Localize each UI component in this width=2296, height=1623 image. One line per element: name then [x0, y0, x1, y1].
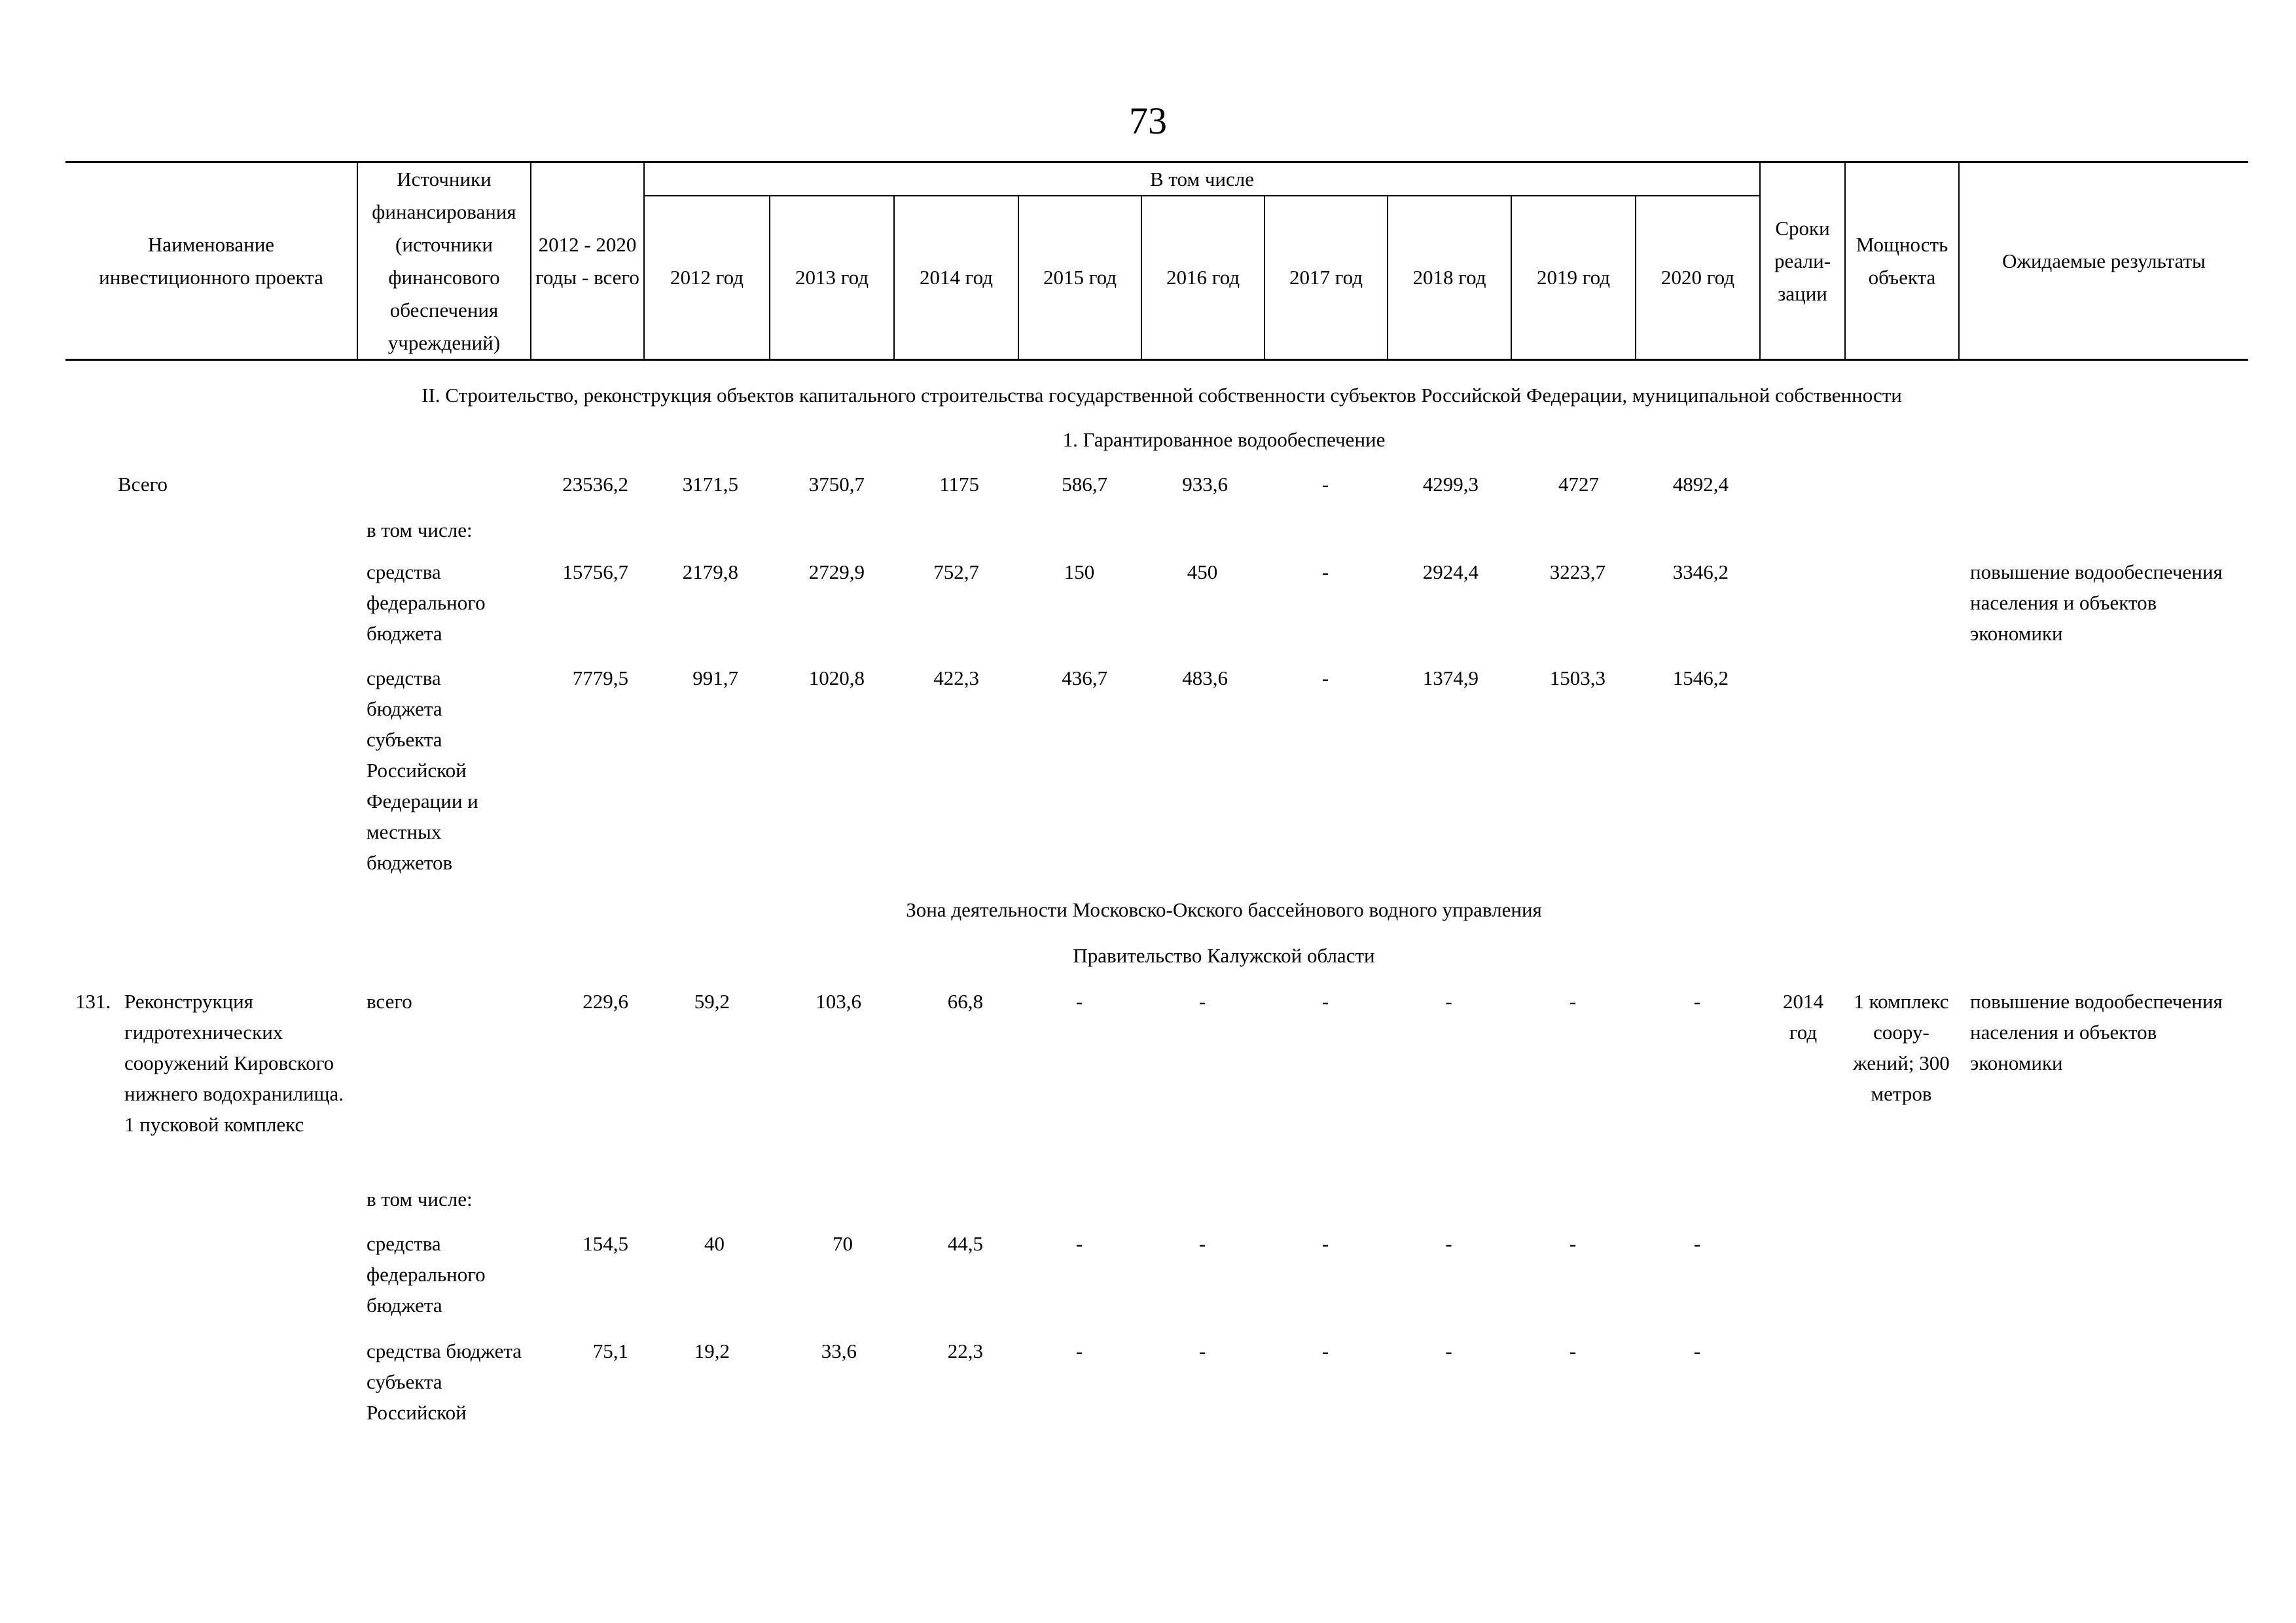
table-cell: 40 — [704, 1232, 725, 1255]
term-value: 2014 год — [1783, 990, 1823, 1044]
page-number: 73 — [1129, 100, 1167, 142]
table-cell: 3346,2 — [1672, 560, 1729, 583]
source-label: средства бюджета субъекта Российской — [367, 1340, 522, 1424]
table-cell: - — [1075, 990, 1083, 1013]
government-title: Правительство Калужской области — [1073, 944, 1375, 967]
header-year: 2014 год — [919, 266, 994, 289]
table-cell: 44,5 — [947, 1232, 983, 1255]
table-cell: - — [1693, 990, 1701, 1013]
table-cell: - — [1321, 990, 1329, 1013]
header-sources: Источники финансирования (источники финансового обеспечения учреждений) — [372, 167, 516, 354]
header-year: 2013 год — [795, 266, 869, 289]
table-cell: - — [1198, 1232, 1206, 1255]
source-label: средства федерального бюджета — [367, 1232, 486, 1317]
table-cell: - — [1321, 1232, 1329, 1255]
source-label: средства федерального бюджета — [367, 560, 486, 645]
table-cell: - — [1693, 1340, 1701, 1362]
table-cell: 991,7 — [692, 666, 738, 689]
table-cell: 150 — [1064, 560, 1095, 583]
header-year: 2015 год — [1043, 266, 1117, 289]
table-cell: 422,3 — [933, 666, 979, 689]
table-cell: 59,2 — [694, 990, 730, 1013]
table-cell: 752,7 — [933, 560, 979, 583]
table-cell: - — [1321, 666, 1329, 689]
header-total: 2012 - 2020 годы - всего — [535, 232, 639, 289]
table-cell: 1175 — [939, 473, 979, 496]
section-subtitle: 1. Гарантированное водообеспечение — [1062, 428, 1386, 451]
table-cell: 4299,3 — [1422, 473, 1479, 496]
table-cell: 1020,8 — [808, 666, 865, 689]
table-cell: 23536,2 — [562, 473, 628, 496]
table-cell: 2924,4 — [1422, 560, 1479, 583]
table-cell: - — [1075, 1232, 1083, 1255]
header-year: 2016 год — [1166, 266, 1240, 289]
table-cell: - — [1445, 1232, 1452, 1255]
table-cell: - — [1198, 1340, 1206, 1362]
header-terms: Сроки реали- зации — [1774, 216, 1831, 305]
table-cell: 1374,9 — [1422, 666, 1479, 689]
table-cell: 1503,3 — [1549, 666, 1605, 689]
source-label: всего — [367, 990, 412, 1013]
project-name: Реконструкция гидротехнических сооружений Кировского нижнего водохранилища. 1 пусковой комплекс — [124, 990, 344, 1136]
table-cell: 3223,7 — [1549, 560, 1605, 583]
table-cell: - — [1569, 1340, 1577, 1362]
table-cell: 15756,7 — [562, 560, 628, 583]
header-year: 2020 год — [1660, 266, 1735, 289]
table-cell: - — [1321, 473, 1329, 496]
table-cell: 33,6 — [821, 1340, 857, 1362]
table-cell: 586,7 — [1062, 473, 1107, 496]
header-year: 2018 год — [1412, 266, 1486, 289]
table-cell: 2179,8 — [682, 560, 738, 583]
table-cell: 154,5 — [583, 1232, 628, 1255]
table-cell: 450 — [1187, 560, 1218, 583]
project-number: 131. — [75, 990, 111, 1013]
table-cell: 229,6 — [583, 990, 628, 1013]
table-cell: 70 — [833, 1232, 853, 1255]
including-label: в том числе: — [367, 1188, 473, 1211]
table-cell: - — [1321, 1340, 1329, 1362]
table-cell: - — [1445, 990, 1452, 1013]
table-cell: 3171,5 — [682, 473, 738, 496]
including-label: в том числе: — [367, 519, 473, 541]
header-name: Наименование инвестиционного проекта — [99, 232, 323, 289]
table-cell: - — [1445, 1340, 1452, 1362]
table-cell: - — [1321, 560, 1329, 583]
row-label: Всего — [118, 473, 168, 496]
source-label: средства бюджета субъекта Российской Федерации и местных бюджетов — [367, 666, 478, 874]
table-cell: 4892,4 — [1672, 473, 1729, 496]
table-cell: 22,3 — [947, 1340, 983, 1362]
table-cell: 436,7 — [1062, 666, 1107, 689]
header-including: В том числе — [1149, 167, 1254, 191]
table-cell: 2729,9 — [808, 560, 865, 583]
table-cell: - — [1569, 1232, 1577, 1255]
header-year: 2017 год — [1289, 266, 1363, 289]
zone-title: Зона деятельности Московско-Окского бассейнового водного управления — [906, 898, 1542, 921]
expected-result: повышение водообеспечения населения и объектов экономики — [1970, 990, 2223, 1074]
table-cell: - — [1198, 990, 1206, 1013]
table-cell: 3750,7 — [808, 473, 865, 496]
header-capacity: Мощность объекта — [1856, 232, 1948, 289]
table-cell: 933,6 — [1182, 473, 1228, 496]
header-year: 2019 год — [1536, 266, 1611, 289]
table-cell: - — [1693, 1232, 1701, 1255]
table-cell: - — [1075, 1340, 1083, 1362]
capacity-value: 1 комплекс соору- жений; 300 метров — [1853, 990, 1950, 1105]
table-cell: 7779,5 — [572, 666, 628, 689]
header-results: Ожидаемые результаты — [2002, 249, 2206, 272]
table-cell: 4727 — [1558, 473, 1599, 496]
table-cell: 483,6 — [1182, 666, 1228, 689]
table-cell: 19,2 — [694, 1340, 730, 1362]
table-cell: 103,6 — [816, 990, 861, 1013]
table-cell: 66,8 — [947, 990, 983, 1013]
table-cell: 75,1 — [592, 1340, 628, 1362]
table-cell: 1546,2 — [1672, 666, 1729, 689]
section-title: II. Строительство, реконструкция объектов капитального строительства государственной собственности субъектов Российской Федерации, муниципальной собственности — [422, 384, 1902, 407]
header-year: 2012 год — [670, 266, 744, 289]
table-cell: - — [1569, 990, 1577, 1013]
expected-result: повышение водообеспечения населения и объектов экономики — [1970, 560, 2223, 645]
